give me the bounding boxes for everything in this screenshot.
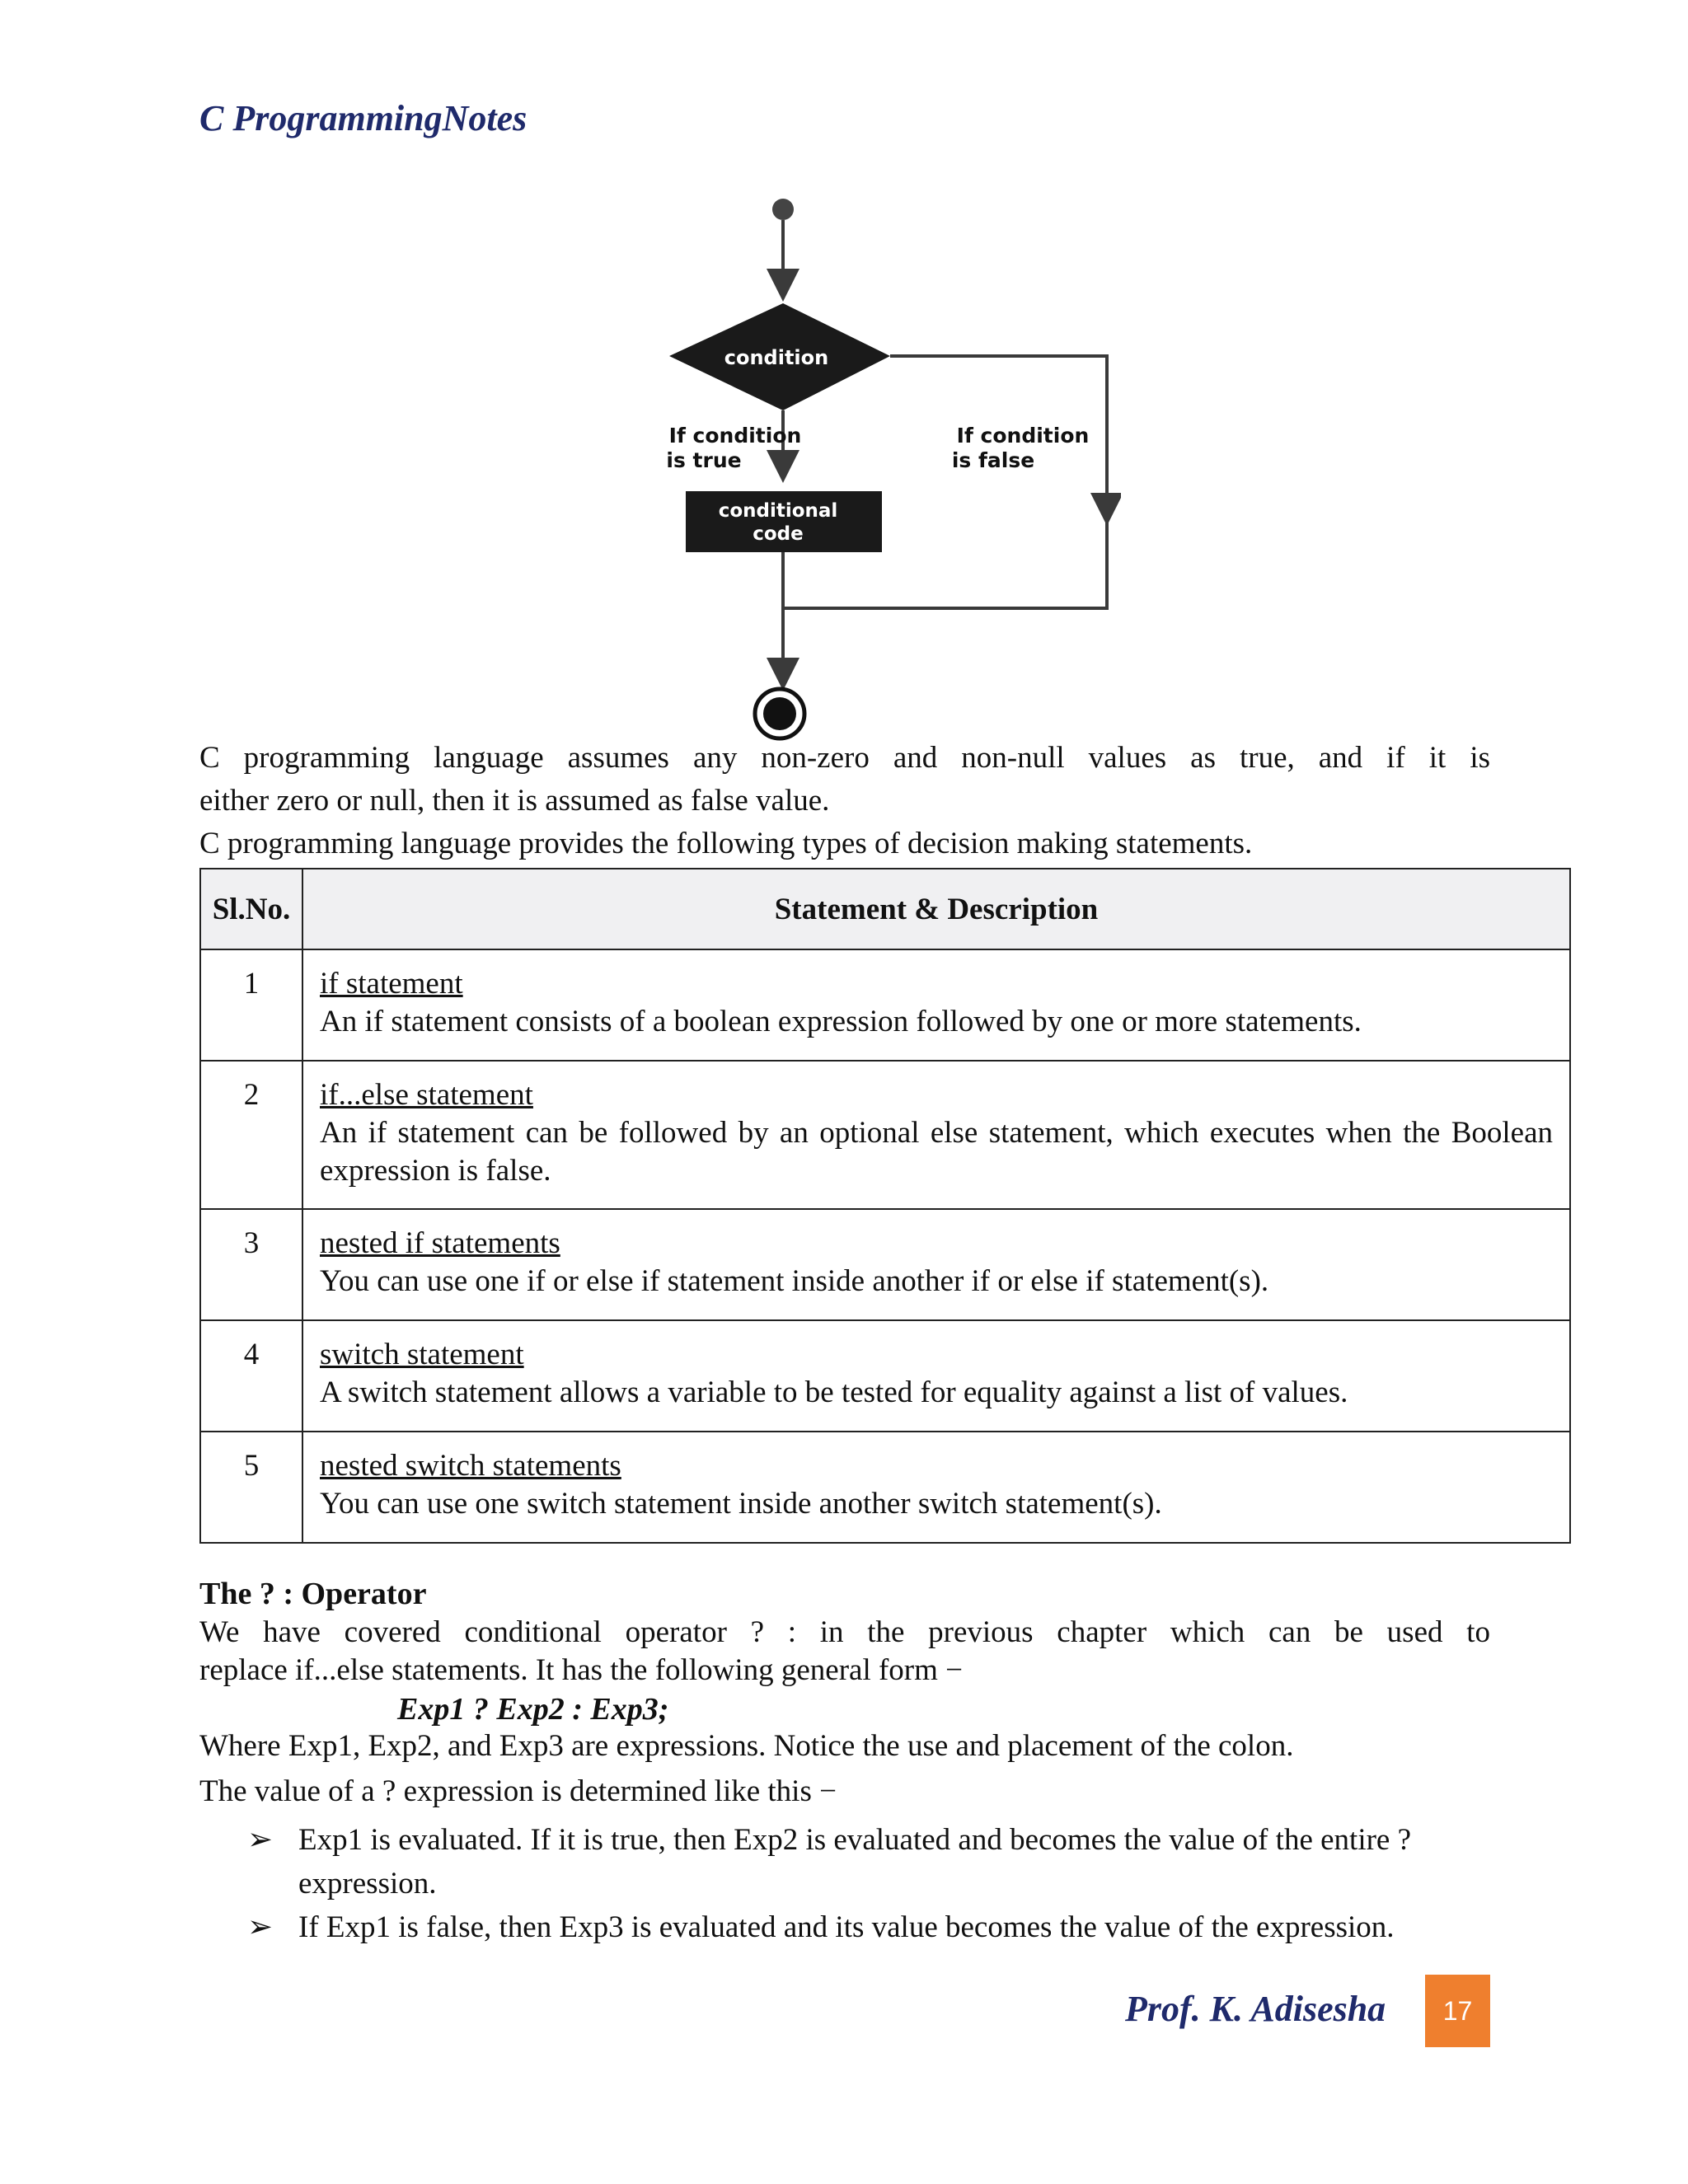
row-number: 5 — [200, 1432, 302, 1543]
row-number: 4 — [200, 1320, 302, 1432]
arrow-bullet-icon: ➢ — [247, 1823, 274, 1857]
table-row — [200, 1061, 1570, 1209]
code-label-line1: conditional — [718, 500, 838, 522]
operator-where-text: Where Exp1, Exp2, and Exp3 are expressions. Notice the use and placement of the colon. — [199, 1729, 1294, 1763]
false-label-line2: is false — [951, 448, 1035, 472]
row-number: 1 — [200, 949, 302, 1061]
true-label-line2: is true — [666, 448, 742, 472]
code-label-line2: code — [753, 523, 804, 545]
operator-section-title: The ? : Operator — [199, 1577, 427, 1611]
statement-link[interactable]: if...else statement — [320, 1078, 533, 1112]
table-row — [200, 1320, 1570, 1432]
operator-intro-line-2: replace if...else statements. It has the following general form − — [199, 1653, 964, 1687]
row-content — [302, 949, 1570, 1061]
header-title: C ProgrammingNotes — [199, 98, 528, 138]
general-form-formula: Exp1 ? Exp2 : Exp3; — [397, 1692, 669, 1727]
row-content — [302, 1061, 1570, 1209]
footer-author: Prof. K. Adisesha — [1125, 1989, 1386, 2029]
statement-description: A switch statement allows a variable to be tested for equality against a list of values. — [320, 1376, 1348, 1409]
row-content — [302, 1209, 1570, 1320]
row-number: 3 — [200, 1209, 302, 1320]
row-content — [302, 1432, 1570, 1543]
list-item-text: If Exp1 is false, then Exp3 is evaluated and its value becomes the value of the expression. — [298, 1910, 1395, 1944]
operator-intro-line-1: We have covered conditional operator ? : in the previous chapter which can be used to — [199, 1615, 1490, 1649]
statement-link[interactable]: switch statement — [320, 1338, 524, 1371]
table-row — [200, 1432, 1570, 1543]
table-row — [200, 1209, 1570, 1320]
statement-description: You can use one if or else if statement inside another if or else if statement(s). — [320, 1264, 1269, 1298]
header-sl-no: Sl.No. — [200, 869, 302, 949]
list-item-text: Exp1 is evaluated. If it is true, then Exp2 is evaluated and becomes the value of the entire ? expression. — [298, 1823, 1412, 1900]
para-1-line-2: either zero or null, then it is assumed as false value. — [199, 784, 830, 818]
statement-link[interactable]: if statement — [320, 967, 463, 1001]
page-number-badge: 17 — [1425, 1975, 1490, 2047]
statement-description: You can use one switch statement inside another switch statement(s). — [320, 1487, 1162, 1521]
statement-link[interactable]: nested switch statements — [320, 1449, 621, 1483]
decision-statements-table — [199, 868, 1571, 1544]
arrow-bullet-icon: ➢ — [247, 1910, 274, 1944]
para-2: C programming language provides the following types of decision making statements. — [199, 827, 1253, 860]
list-item — [247, 1818, 1492, 1905]
table-header-row — [200, 869, 1570, 949]
if-flowchart — [610, 190, 1121, 750]
start-node — [772, 199, 794, 220]
false-label-line1: If condition — [956, 424, 1090, 448]
table-row — [200, 949, 1570, 1061]
row-number: 2 — [200, 1061, 302, 1209]
true-label-line1: If condition — [668, 424, 802, 448]
statement-description: An if statement consists of a boolean expression followed by one or more statements. — [320, 1005, 1362, 1038]
statement-description: An if statement can be followed by an optional else statement, which executes when the Boolean expression is false. — [320, 1116, 1553, 1188]
condition-label: condition — [724, 346, 829, 369]
header-statement-description: Statement & Description — [302, 869, 1570, 949]
para-1-line-1: C programming language assumes any non-zero and non-null values as true, and if it is — [199, 741, 1490, 775]
statement-link[interactable]: nested if statements — [320, 1226, 560, 1260]
operator-value-intro: The value of a ? expression is determined like this − — [199, 1774, 837, 1808]
row-content — [302, 1320, 1570, 1432]
evaluation-steps-list — [247, 1818, 1492, 1949]
list-item — [247, 1905, 1492, 1949]
flowchart-svg — [610, 190, 1121, 750]
end-node — [763, 697, 796, 730]
